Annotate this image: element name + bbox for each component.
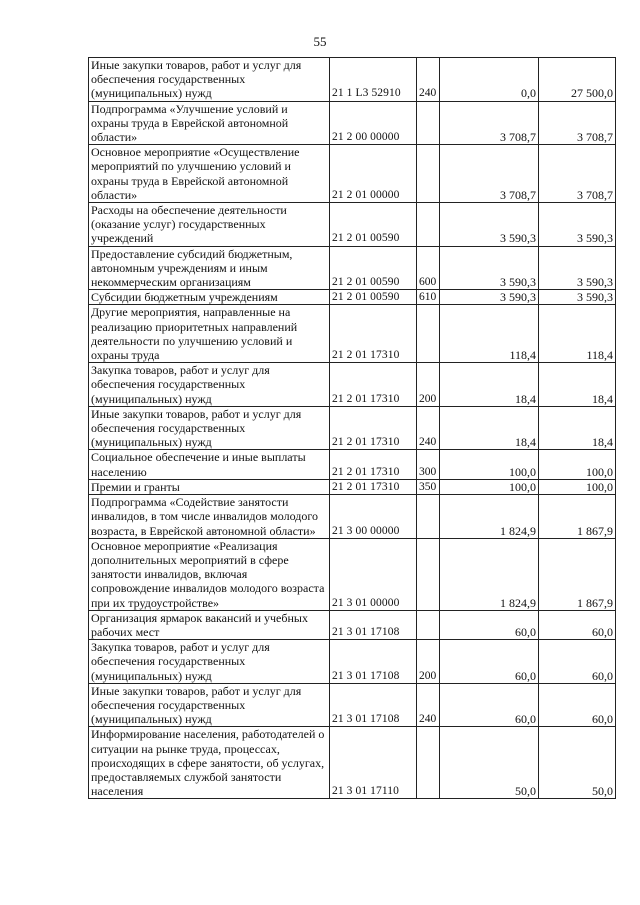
amount-year-2-cell: 3 590,3 — [539, 246, 616, 290]
amount-year-2-cell: 1 867,9 — [539, 495, 616, 539]
target-article-code-cell: 21 2 01 17310 — [330, 363, 417, 407]
amount-year-2-cell: 3 590,3 — [539, 203, 616, 247]
table-row — [89, 610, 616, 639]
expense-name-cell: Иные закупки товаров, работ и услуг для обеспечения государственных (муниципальных) нужд — [89, 406, 330, 450]
table-row — [89, 58, 616, 102]
table-row — [89, 406, 616, 450]
expense-type-code-cell — [417, 538, 440, 610]
amount-year-2-cell: 3 708,7 — [539, 101, 616, 145]
table-row — [89, 450, 616, 479]
expense-name-cell: Закупка товаров, работ и услуг для обеспечения государственных (муниципальных) нужд — [89, 640, 330, 684]
expense-type-code-cell — [417, 203, 440, 247]
amount-year-2-cell: 18,4 — [539, 363, 616, 407]
amount-year-1-cell: 100,0 — [440, 450, 539, 479]
amount-year-2-cell: 60,0 — [539, 610, 616, 639]
table-row — [89, 640, 616, 684]
amount-year-2-cell: 1 867,9 — [539, 538, 616, 610]
table-row — [89, 203, 616, 247]
expense-name-cell: Основное мероприятие «Реализация дополнительных мероприятий в сфере занятости инвалидов, включая сопровождение инвалидов молодого возраста при их трудоустройстве» — [89, 538, 330, 610]
expense-type-code-cell: 200 — [417, 640, 440, 684]
amount-year-2-cell: 60,0 — [539, 683, 616, 727]
amount-year-2-cell: 100,0 — [539, 479, 616, 494]
amount-year-1-cell: 3 708,7 — [440, 101, 539, 145]
expense-name-cell: Подпрограмма «Улучшение условий и охраны труда в Еврейской автономной области» — [89, 101, 330, 145]
table-row — [89, 495, 616, 539]
amount-year-2-cell: 60,0 — [539, 640, 616, 684]
target-article-code-cell: 21 3 01 17110 — [330, 727, 417, 799]
expense-name-cell: Предоставление субсидий бюджетным, автономным учреждениям и иным некоммерческим организациям — [89, 246, 330, 290]
expense-type-code-cell — [417, 610, 440, 639]
expense-name-cell: Субсидии бюджетным учреждениям — [89, 290, 330, 305]
amount-year-2-cell: 50,0 — [539, 727, 616, 799]
table-row — [89, 246, 616, 290]
amount-year-2-cell: 118,4 — [539, 305, 616, 363]
table-row — [89, 538, 616, 610]
expense-name-cell: Социальное обеспечение и иные выплаты населению — [89, 450, 330, 479]
target-article-code-cell: 21 2 01 17310 — [330, 305, 417, 363]
target-article-code-cell: 21 3 01 17108 — [330, 610, 417, 639]
amount-year-2-cell: 100,0 — [539, 450, 616, 479]
amount-year-1-cell: 3 590,3 — [440, 290, 539, 305]
table-row — [89, 145, 616, 203]
target-article-code-cell: 21 2 01 17310 — [330, 450, 417, 479]
target-article-code-cell: 21 2 01 17310 — [330, 406, 417, 450]
expense-type-code-cell: 350 — [417, 479, 440, 494]
amount-year-1-cell: 60,0 — [440, 683, 539, 727]
expense-type-code-cell — [417, 145, 440, 203]
amount-year-1-cell: 3 590,3 — [440, 246, 539, 290]
expense-name-cell: Подпрограмма «Содействие занятости инвалидов, в том числе инвалидов молодого возраста, в Еврейской автономной области» — [89, 495, 330, 539]
expense-name-cell: Расходы на обеспечение деятельности (оказание услуг) государственных учреждений — [89, 203, 330, 247]
amount-year-1-cell: 60,0 — [440, 640, 539, 684]
amount-year-1-cell: 1 824,9 — [440, 495, 539, 539]
table-row — [89, 363, 616, 407]
amount-year-2-cell: 27 500,0 — [539, 58, 616, 102]
expense-type-code-cell — [417, 727, 440, 799]
expense-type-code-cell: 610 — [417, 290, 440, 305]
expense-type-code-cell: 240 — [417, 683, 440, 727]
amount-year-1-cell: 0,0 — [440, 58, 539, 102]
expense-type-code-cell — [417, 495, 440, 539]
expense-name-cell: Информирование населения, работодателей о ситуации на рынке труда, процессах, происходящих в сфере занятости, об услугах, предоставляемых службой занятости населения — [89, 727, 330, 799]
target-article-code-cell: 21 2 01 00590 — [330, 246, 417, 290]
budget-table-body — [89, 58, 616, 799]
expense-name-cell: Организация ярмарок вакансий и учебных рабочих мест — [89, 610, 330, 639]
expense-type-code-cell: 300 — [417, 450, 440, 479]
amount-year-1-cell: 100,0 — [440, 479, 539, 494]
target-article-code-cell: 21 2 01 00000 — [330, 145, 417, 203]
expense-name-cell: Другие мероприятия, направленные на реализацию приоритетных направлений деятельности по улучшению условий и охраны труда — [89, 305, 330, 363]
budget-table — [88, 57, 616, 799]
target-article-code-cell: 21 2 01 17310 — [330, 479, 417, 494]
amount-year-1-cell: 3 590,3 — [440, 203, 539, 247]
table-row — [89, 479, 616, 494]
expense-name-cell: Иные закупки товаров, работ и услуг для обеспечения государственных (муниципальных) нужд — [89, 58, 330, 102]
expense-name-cell: Основное мероприятие «Осуществление мероприятий по улучшению условий и охраны труда в Еврейской автономной области» — [89, 145, 330, 203]
expense-type-code-cell: 240 — [417, 58, 440, 102]
expense-type-code-cell: 240 — [417, 406, 440, 450]
expense-type-code-cell — [417, 305, 440, 363]
amount-year-2-cell: 3 708,7 — [539, 145, 616, 203]
amount-year-2-cell: 18,4 — [539, 406, 616, 450]
expense-name-cell: Закупка товаров, работ и услуг для обеспечения государственных (муниципальных) нужд — [89, 363, 330, 407]
amount-year-1-cell: 18,4 — [440, 406, 539, 450]
page-number: 55 — [313, 34, 327, 49]
expense-name-cell: Премии и гранты — [89, 479, 330, 494]
amount-year-1-cell: 1 824,9 — [440, 538, 539, 610]
target-article-code-cell: 21 3 01 17108 — [330, 683, 417, 727]
expense-name-cell: Иные закупки товаров, работ и услуг для обеспечения государственных (муниципальных) нужд — [89, 683, 330, 727]
target-article-code-cell: 21 1 L3 52910 — [330, 58, 417, 102]
table-row — [89, 683, 616, 727]
table-row — [89, 290, 616, 305]
target-article-code-cell: 21 2 01 00590 — [330, 290, 417, 305]
target-article-code-cell: 21 3 00 00000 — [330, 495, 417, 539]
target-article-code-cell: 21 3 01 17108 — [330, 640, 417, 684]
target-article-code-cell: 21 2 01 00590 — [330, 203, 417, 247]
table-row — [89, 305, 616, 363]
expense-type-code-cell — [417, 101, 440, 145]
target-article-code-cell: 21 3 01 00000 — [330, 538, 417, 610]
amount-year-1-cell: 118,4 — [440, 305, 539, 363]
amount-year-2-cell: 3 590,3 — [539, 290, 616, 305]
expense-type-code-cell: 200 — [417, 363, 440, 407]
amount-year-1-cell: 50,0 — [440, 727, 539, 799]
expense-type-code-cell: 600 — [417, 246, 440, 290]
table-row — [89, 727, 616, 799]
target-article-code-cell: 21 2 00 00000 — [330, 101, 417, 145]
table-row — [89, 101, 616, 145]
amount-year-1-cell: 18,4 — [440, 363, 539, 407]
amount-year-1-cell: 3 708,7 — [440, 145, 539, 203]
amount-year-1-cell: 60,0 — [440, 610, 539, 639]
